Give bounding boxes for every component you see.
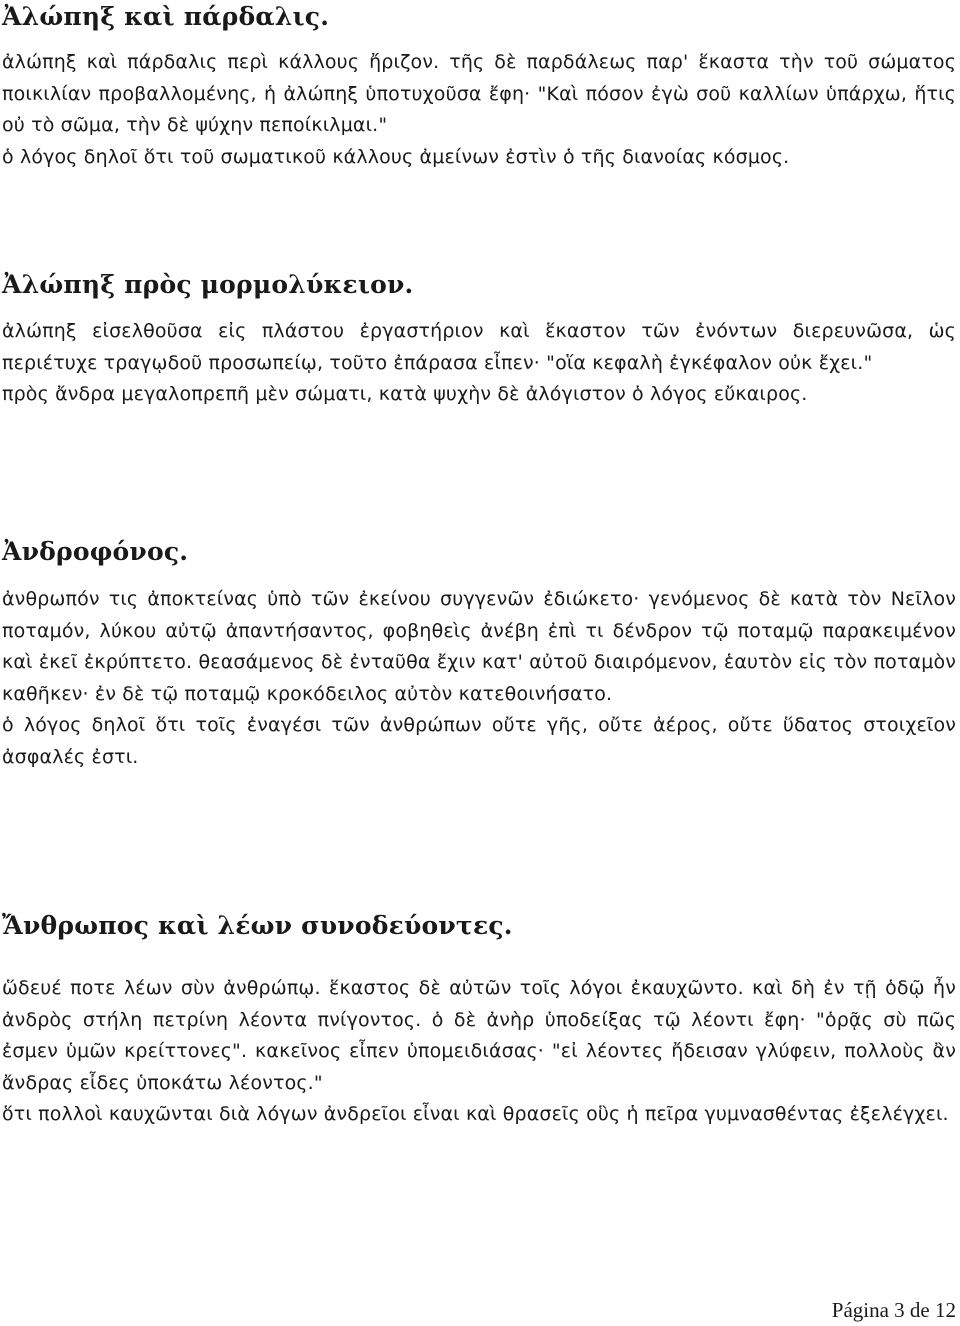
fable-text xyxy=(2,47,956,173)
fable-text xyxy=(2,584,956,773)
fable-section xyxy=(2,909,956,1131)
fable-title: Ἀλώπηξ πρὸς μορμολύκειον. xyxy=(2,270,414,299)
fable-text xyxy=(2,316,956,411)
fable-body: ἀνθρωπόν τις ἀποκτείνας ὑπὸ τῶν ἐκείνου συγγενῶν ἐδιώκετο· γενόμενος δὲ κατὰ τὸν Νεῖλον ποταμόν, λύκου αὐτῷ ἀπαντήσαντος, φοβηθεὶς ἀνέβη ἐπὶ τι δένδρον τῷ ποταμῷ παρακειμένον καὶ ἐκεῖ ἐκρύπτετο. θεασάμενος δὲ ἐνταῦθα ἔχιν κατ' αὐτοῦ διαιρόμενον, ἑαυτὸν εἰς τὸν ποταμὸν καθῆκεν· ἐν δὲ τῷ ποταμῷ κροκόδειλος αὐτὸν κατεθοινήσατο. xyxy=(2,588,956,705)
fable-body: ὥδευέ ποτε λέων σὺν ἀνθρώπῳ. ἕκαστος δὲ αὐτῶν τοῖς λόγοι ἐκαυχῶντο. καὶ δὴ ἐν τῇ ὁδῷ ἦν ἀνδρὸς στήλη πετρίνη λέοντα πνίγοντος. ὁ δὲ ἀνὴρ ὑποδείξας τῷ λέοντι ἔφη· "ὁρᾷς σὺ πῶς ἐσμεν ὑμῶν κρείττονες". κακεῖνος εἶπεν ὑπομειδιάσας· "εἰ λέοντες ἤδεισαν γλύφειν, πολλοὺς ἂν ἄνδρας εἶδες ὑποκάτω λέοντος." xyxy=(2,977,956,1094)
page-number: Página 3 de 12 xyxy=(831,1298,956,1322)
fable-moral: πρὸς ἄνδρα μεγαλοπρεπῆ μὲν σώματι, κατὰ ψυχὴν δὲ ἀλόγιστον ὁ λόγος εὔκαιρος. xyxy=(2,383,808,405)
fable-section xyxy=(2,268,956,411)
fable-moral: ὁ λόγος δηλοῖ ὅτι τοῦ σωματικοῦ κάλλους ἀμείνων ἐστὶν ὁ τῆς διανοίας κόσμος. xyxy=(2,145,790,168)
fable-body: ἀλώπηξ καὶ πάρδαλις περὶ κάλλους ἤριζον. τῆς δὲ παρδάλεως παρ' ἕκαστα τὴν τοῦ σώματος ποικιλίαν προβαλλομένης, ἡ ἀλώπηξ ὑποτυχοῦσα ἔφη· "Καὶ πόσον ἐγὼ σοῦ καλλίων ὑπάρχω, ἥτις οὐ τὸ σῶμα, τὴν δὲ ψύχην πεποίκιλμαι." xyxy=(2,51,956,136)
fable-moral: ὁ λόγος δηλοῖ ὅτι τοῖς ἐναγέσι τῶν ἀνθρώπων οὔτε γῆς, οὔτε ἀέρος, οὔτε ὕδατος στοιχεῖον ἀσφαλές ἐστι. xyxy=(2,714,956,768)
fable-text xyxy=(2,973,956,1131)
fable-section xyxy=(2,0,956,173)
fable-body: ἀλώπηξ εἰσελθοῦσα εἰς πλάστου ἐργαστήριον καὶ ἕκαστον τῶν ἐνόντων διερευνῶσα, ὡς περιέτυχε τραγῳδοῦ προσωπείῳ, τοῦτο ἐπάρασα εἶπεν· "οἵα κεφαλὴ ἐγκέφαλον οὐκ ἔχει." xyxy=(2,320,956,374)
fable-title: Ἄνθρωπος καὶ λέων συνοδεύοντες. xyxy=(2,911,513,940)
fable-section xyxy=(2,535,956,773)
fable-title: Ἀλώπηξ καὶ πάρδαλις. xyxy=(2,2,330,31)
fable-moral: ὅτι πολλοὶ καυχῶνται διὰ λόγων ἀνδρεῖοι εἶναι καὶ θρασεῖς οὓς ἡ πεῖρα γυμνασθέντας ἐξελέγχει. xyxy=(2,1103,949,1125)
fable-title: Ἀνδροφόνος. xyxy=(2,537,189,566)
